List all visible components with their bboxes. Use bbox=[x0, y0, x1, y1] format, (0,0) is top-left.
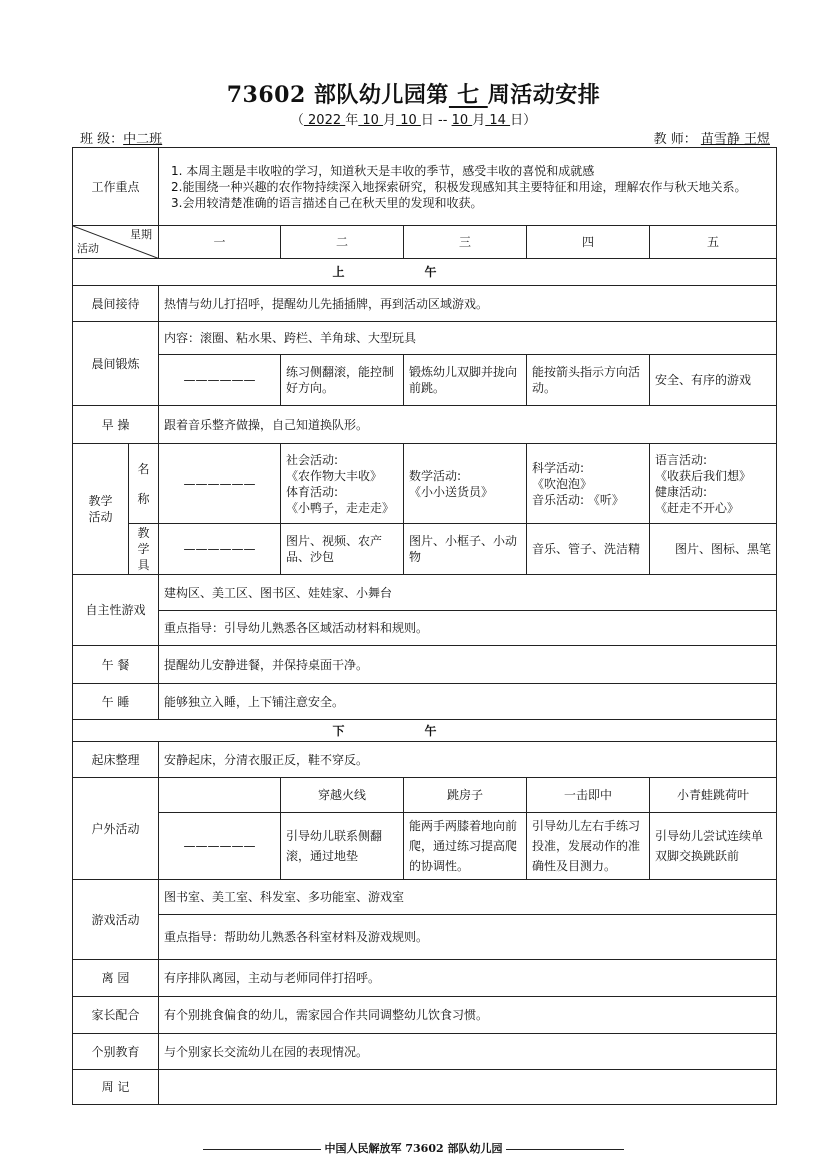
outdoor-name-cell bbox=[159, 778, 281, 813]
outdoor-goal-cell: —————— bbox=[159, 813, 281, 880]
activity-name-line: 语言活动: bbox=[655, 452, 708, 467]
afternoon-section-title: 下午 bbox=[73, 720, 777, 742]
lunch-label: 午 餐 bbox=[73, 646, 159, 684]
activity-name-cell bbox=[281, 444, 404, 524]
date-month-unit: 月 bbox=[383, 113, 397, 128]
class-info bbox=[80, 128, 162, 147]
activity-name-cell bbox=[159, 444, 281, 524]
row-games-guide bbox=[73, 915, 777, 960]
activity-name-line: 《吹泡泡》 bbox=[532, 476, 593, 491]
morning-exercises-label: 早 操 bbox=[73, 406, 159, 444]
footer-rule-right bbox=[506, 1149, 624, 1150]
class-value: 中二班 bbox=[123, 132, 163, 147]
date-day-unit: 日 -- bbox=[420, 113, 452, 128]
activity-name-line: 《收获后我们想》 bbox=[655, 468, 752, 483]
activity-name-line: 科学活动: bbox=[532, 460, 585, 475]
reception-label: 晨间接待 bbox=[73, 286, 159, 322]
exercise-content: 内容：滚圈、粘水果、跨栏、羊角球、大型玩具 bbox=[159, 322, 777, 355]
weekday-corner-cell bbox=[73, 226, 159, 259]
teacher-label: 教 师： bbox=[653, 132, 701, 147]
free-play-label: 自主性游戏 bbox=[73, 575, 159, 646]
class-label: 班 级： bbox=[80, 132, 124, 147]
games-label: 游戏活动 bbox=[73, 880, 159, 960]
meta-line bbox=[80, 128, 770, 146]
focus-item: 1. 本周主题是丰收啦的学习，知道秋天是丰收的季节，感受丰收的喜悦和成就感 bbox=[171, 163, 595, 178]
name-label-line: 称 bbox=[137, 491, 150, 506]
row-nap bbox=[73, 684, 777, 720]
activity-name-line: 《赶走不开心》 bbox=[655, 500, 740, 515]
outdoor-goal-cell: 能两手两膝着地向前爬，通过练习提高爬的协调性。 bbox=[404, 813, 527, 880]
footer-rule-left bbox=[203, 1149, 321, 1150]
outdoor-goal-cell: 引导幼儿左右手练习投准，发展动作的准确性及目测力。 bbox=[527, 813, 650, 880]
tools-label bbox=[129, 524, 159, 575]
date-month-unit-2: 月 bbox=[472, 113, 486, 128]
name-label-line: 名 bbox=[137, 461, 150, 476]
weekday-mon: 一 bbox=[159, 226, 281, 259]
row-outdoor-names bbox=[73, 778, 777, 813]
tools-cell: 图片、小框子、小动物 bbox=[404, 524, 527, 575]
row-individual bbox=[73, 1034, 777, 1070]
row-exercise-days bbox=[73, 355, 777, 406]
exercise-day-cell: 练习侧翻滚，能控制好方向。 bbox=[281, 355, 404, 406]
page-title bbox=[0, 78, 827, 109]
weekday-tue: 二 bbox=[281, 226, 404, 259]
row-weekly bbox=[73, 1070, 777, 1105]
activity-name-line: —————— bbox=[183, 476, 256, 491]
focus-label: 工作重点 bbox=[73, 148, 159, 226]
corner-top-label: 星期 bbox=[130, 228, 153, 241]
exercise-day-cell: 锻炼幼儿双脚并拢向前跳。 bbox=[404, 355, 527, 406]
date-end-day: 14 bbox=[485, 113, 511, 128]
date-open: （ bbox=[290, 113, 304, 128]
row-reception bbox=[73, 286, 777, 322]
row-wake bbox=[73, 742, 777, 778]
activity-name-line: 音乐活动: 《听》 bbox=[532, 492, 624, 507]
individual-label: 个别教育 bbox=[73, 1034, 159, 1070]
date-range bbox=[0, 109, 827, 128]
row-games-rooms bbox=[73, 880, 777, 915]
wake-content: 安静起床，分清衣服正反，鞋不穿反。 bbox=[159, 742, 777, 778]
teaching-label bbox=[73, 444, 129, 575]
row-free-play-guide bbox=[73, 611, 777, 646]
morning-section-title: 上午 bbox=[73, 259, 777, 286]
row-outdoor-goals bbox=[73, 813, 777, 880]
row-teaching-names bbox=[73, 444, 777, 524]
date-year: 2022 bbox=[303, 113, 346, 128]
teacher-value: 苗雪静 王煜 bbox=[700, 132, 770, 147]
nap-label: 午 睡 bbox=[73, 684, 159, 720]
row-morning-exercises bbox=[73, 406, 777, 444]
date-year-unit: 年 bbox=[345, 113, 359, 128]
activity-name-cell bbox=[527, 444, 650, 524]
teaching-label-line: 活动 bbox=[88, 510, 113, 524]
row-afternoon-section bbox=[73, 720, 777, 742]
tools-label-line: 学 bbox=[137, 542, 150, 556]
row-morning-section bbox=[73, 259, 777, 286]
date-close: 日） bbox=[510, 113, 537, 128]
weekly-plan-table bbox=[72, 147, 777, 1105]
row-lunch bbox=[73, 646, 777, 684]
parents-content: 有个别挑食偏食的幼儿，需家园合作共同调整幼儿饮食习惯。 bbox=[159, 997, 777, 1034]
outdoor-name-cell: 一击即中 bbox=[527, 778, 650, 813]
name-label bbox=[129, 444, 159, 524]
activity-name-line: 体育活动: bbox=[286, 484, 339, 499]
focus-list bbox=[159, 148, 777, 226]
free-play-areas: 建构区、美工区、图书区、娃娃家、小舞台 bbox=[159, 575, 777, 611]
date-start-day: 10 bbox=[396, 113, 421, 128]
weekly-label: 周 记 bbox=[73, 1070, 159, 1105]
nap-content: 能够独立入睡，上下铺注意安全。 bbox=[159, 684, 777, 720]
activity-name-line: 《小鸭子，走走走》 bbox=[286, 500, 395, 515]
row-teaching-tools bbox=[73, 524, 777, 575]
focus-item: 3.会用较清楚准确的语言描述自己在秋天里的发现和收获。 bbox=[171, 195, 483, 210]
footer-text: 中国人民解放军 73602 部队幼儿园 bbox=[324, 1142, 503, 1155]
weekday-wed: 三 bbox=[404, 226, 527, 259]
tools-label-line: 具 bbox=[137, 558, 150, 572]
date-end-month: 10 bbox=[451, 113, 473, 128]
row-exercise-content bbox=[73, 322, 777, 355]
weekday-thu: 四 bbox=[527, 226, 650, 259]
games-rooms: 图书室、美工室、科发室、多功能室、游戏室 bbox=[159, 880, 777, 915]
exercise-day-cell: 能按箭头指示方向活动。 bbox=[527, 355, 650, 406]
row-parents bbox=[73, 997, 777, 1034]
activity-name-line: 《小小送货员》 bbox=[409, 484, 494, 499]
tools-cell: 图片、图标、黑笔 bbox=[650, 524, 777, 575]
corner-bottom-label: 活动 bbox=[77, 242, 99, 255]
parents-label: 家长配合 bbox=[73, 997, 159, 1034]
tools-label-line: 教 bbox=[137, 526, 150, 540]
weekly-content bbox=[159, 1070, 777, 1105]
activity-name-line: 《农作物大丰收》 bbox=[286, 468, 383, 483]
games-guide: 重点指导：帮助幼儿熟悉各科室材料及游戏规则。 bbox=[159, 915, 777, 960]
exercise-label: 晨间锻炼 bbox=[73, 322, 159, 406]
lunch-content: 提醒幼儿安静进餐，并保持桌面干净。 bbox=[159, 646, 777, 684]
reception-content: 热情与幼儿打招呼，提醒幼儿先插插牌，再到活动区域游戏。 bbox=[159, 286, 777, 322]
row-weekdays bbox=[73, 226, 777, 259]
exercise-day-cell: —————— bbox=[159, 355, 281, 406]
teaching-label-line: 教学 bbox=[88, 494, 113, 508]
focus-item: 2.能围绕一种兴趣的农作物持续深入地探索研究，积极发现感知其主要特征和用途，理解农作与秋天地关系。 bbox=[171, 179, 747, 194]
activity-name-line: 数学活动: bbox=[409, 468, 462, 483]
outdoor-label: 户外活动 bbox=[73, 778, 159, 880]
leave-label: 离 园 bbox=[73, 960, 159, 997]
title-prefix: 73602 部队幼儿园第 bbox=[226, 82, 449, 108]
weekday-fri: 五 bbox=[650, 226, 777, 259]
outdoor-goal-cell: 引导幼儿尝试连续单双脚交换跳跃前 bbox=[650, 813, 777, 880]
wake-label: 起床整理 bbox=[73, 742, 159, 778]
footer-signature bbox=[0, 1140, 827, 1156]
morning-exercises-content: 跟着音乐整齐做操，自己知道换队形。 bbox=[159, 406, 777, 444]
activity-name-line: 社会活动: bbox=[286, 452, 339, 467]
tools-cell: 图片、视频、农产品、沙包 bbox=[281, 524, 404, 575]
row-leave bbox=[73, 960, 777, 997]
row-focus bbox=[73, 148, 777, 226]
row-free-play-areas bbox=[73, 575, 777, 611]
outdoor-name-cell: 跳房子 bbox=[404, 778, 527, 813]
tools-cell: 音乐、管子、洗洁精 bbox=[527, 524, 650, 575]
individual-content: 与个别家长交流幼儿在园的表现情况。 bbox=[159, 1034, 777, 1070]
date-start-month: 10 bbox=[358, 113, 384, 128]
title-suffix: 周活动安排 bbox=[487, 82, 601, 108]
outdoor-name-cell: 小青蛙跳荷叶 bbox=[650, 778, 777, 813]
activity-name-cell bbox=[404, 444, 527, 524]
activity-name-cell bbox=[650, 444, 777, 524]
activity-name-line: 健康活动: bbox=[655, 484, 708, 499]
tools-cell: —————— bbox=[159, 524, 281, 575]
outdoor-name-cell: 穿越火线 bbox=[281, 778, 404, 813]
free-play-guide: 重点指导：引导幼儿熟悉各区域活动材料和规则。 bbox=[159, 611, 777, 646]
outdoor-goal-cell: 引导幼儿联系侧翻滚，通过地垫 bbox=[281, 813, 404, 880]
exercise-day-cell: 安全、有序的游戏 bbox=[650, 355, 777, 406]
leave-content: 有序排队离园，主动与老师同伴打招呼。 bbox=[159, 960, 777, 997]
week-number: 七 bbox=[448, 82, 488, 108]
teacher-info bbox=[654, 128, 770, 147]
